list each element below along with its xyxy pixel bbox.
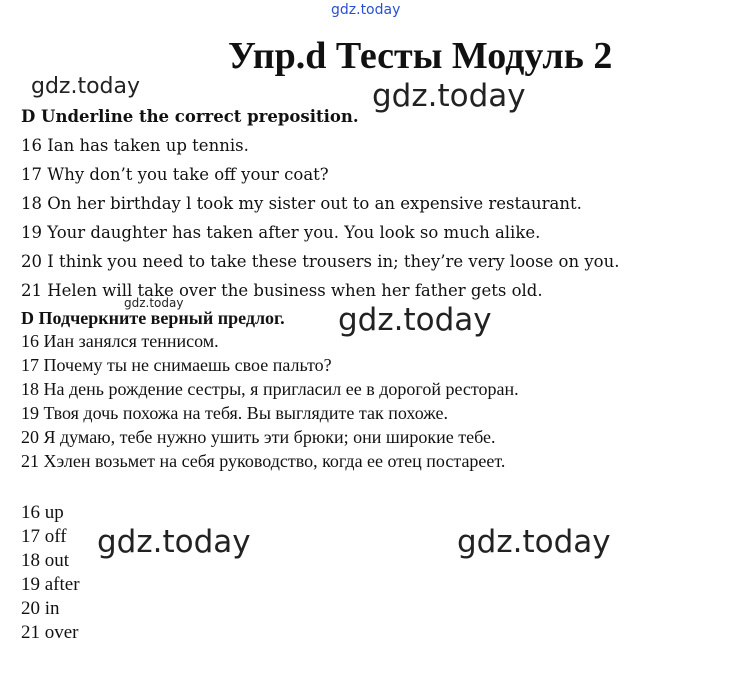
- english-item: 16 Ian has taken up tennis.: [21, 136, 249, 155]
- watermark-left-upper: gdz.today: [31, 74, 141, 99]
- russian-item: 18 На день рождение сестры, я пригласил ее в дорогой ресторан.: [21, 379, 519, 399]
- answer-item: 20 in: [21, 598, 60, 619]
- watermark-bottom-right: gdz.today: [457, 524, 611, 560]
- russian-heading: D Подчеркните верный предлог.: [21, 308, 285, 328]
- english-item: 21 Helen will take over the business when her father gets old.: [21, 281, 543, 300]
- watermark-top: gdz.today: [331, 2, 401, 18]
- answer-item: 21 over: [21, 622, 79, 643]
- english-item: 17 Why don’t you take off your coat?: [21, 165, 329, 184]
- english-heading: D Underline the correct preposition.: [21, 107, 359, 126]
- russian-item: 17 Почему ты не снимаешь свое пальто?: [21, 355, 332, 375]
- watermark-bottom-left: gdz.today: [97, 524, 251, 560]
- russian-item: 20 Я думаю, тебе нужно ушить эти брюки; они широкие тебе.: [21, 427, 496, 447]
- answer-item: 19 after: [21, 574, 80, 595]
- answer-item: 17 off: [21, 526, 67, 547]
- watermark-small: gdz.today: [124, 296, 184, 310]
- watermark-right-upper: gdz.today: [372, 78, 526, 114]
- russian-item: 19 Твоя дочь похожа на тебя. Вы выглядите так похоже.: [21, 403, 448, 423]
- page-title: Упр.d Тесты Модуль 2: [228, 35, 613, 77]
- english-item: 19 Your daughter has taken after you. You look so much alike.: [21, 223, 541, 242]
- english-item: 20 I think you need to take these trousers in; they’re very loose on you.: [21, 252, 620, 271]
- russian-item: 16 Иан занялся теннисом.: [21, 331, 219, 351]
- answer-item: 18 out: [21, 550, 70, 571]
- watermark-mid: gdz.today: [338, 302, 492, 338]
- answer-item: 16 up: [21, 502, 64, 523]
- english-item: 18 On her birthday l took my sister out to an expensive restaurant.: [21, 194, 582, 213]
- russian-item: 21 Хэлен возьмет на себя руководство, когда ее отец постареет.: [21, 451, 506, 471]
